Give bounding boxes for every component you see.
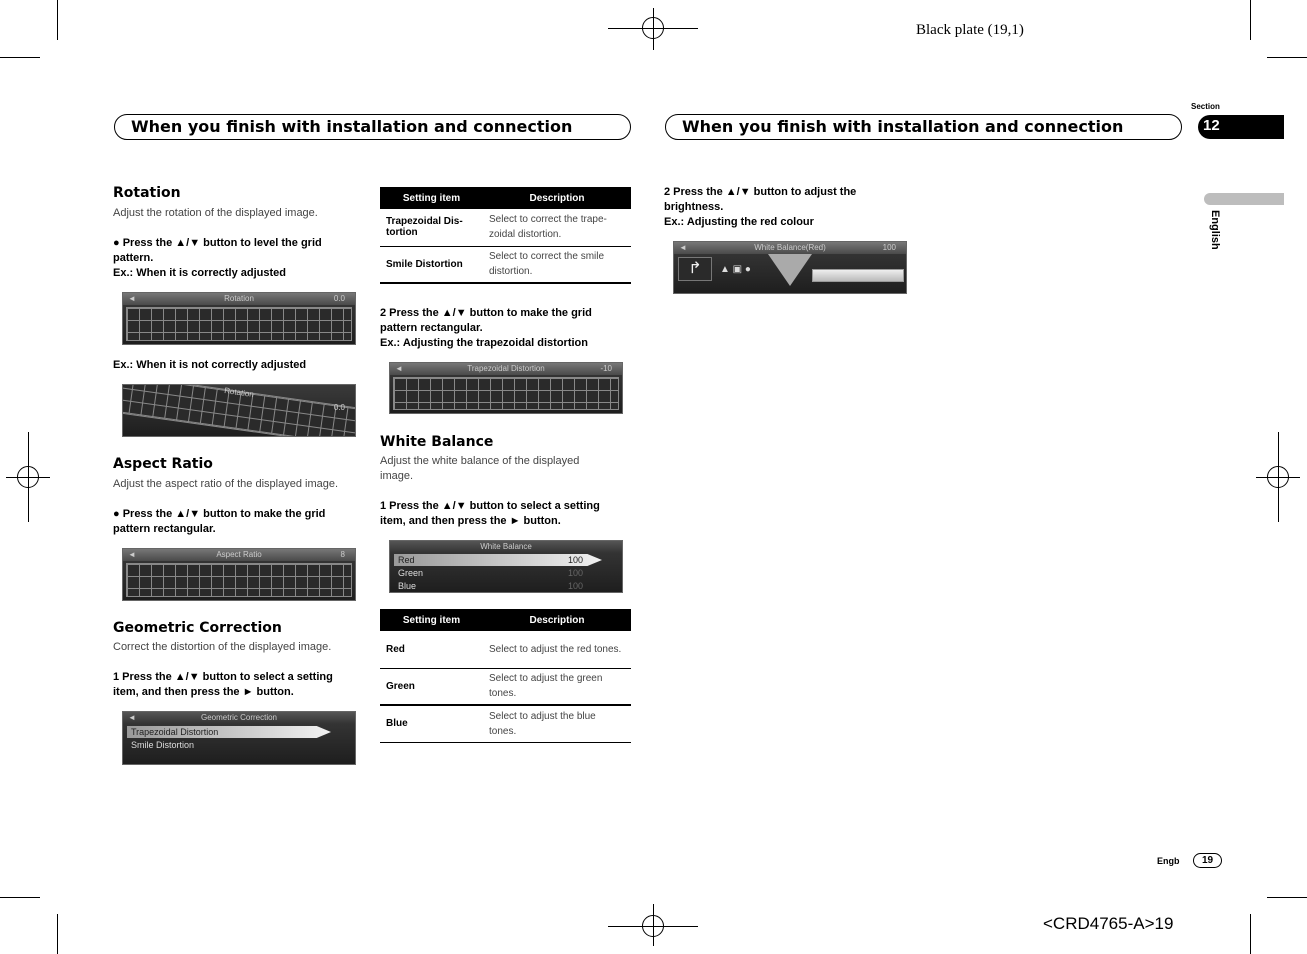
section-number: 12 (1203, 117, 1220, 134)
screen-value: 100 (882, 243, 896, 252)
menu-item-blue: Blue (398, 581, 417, 591)
plate-label: Black plate (19,1) (916, 22, 1024, 38)
crop-mark (1250, 914, 1251, 954)
rotation-screen-correct (122, 292, 356, 345)
white-balance-screen (389, 540, 623, 593)
page-locale: Engb (1157, 856, 1180, 866)
table-cell-desc: Select to adjust the green tones. (483, 668, 631, 705)
crop-mark (57, 0, 58, 40)
screen-value: 0.0 (333, 403, 345, 412)
status-icons: ▲ ▣ ● (720, 264, 751, 275)
screen-title: Trapezoidal Distortion (467, 364, 545, 373)
geometric-desc: Correct the distortion of the displayed image. (113, 641, 332, 653)
screen-title: Rotation (224, 294, 254, 303)
section-label: Section (1191, 102, 1220, 111)
aspect-title: Aspect Ratio (113, 456, 213, 472)
header-left: When you finish with installation and connection (114, 114, 631, 140)
back-arrow-icon: ◄ (128, 294, 136, 303)
menu-item-red: Red (398, 555, 415, 565)
language-label: English (1209, 210, 1221, 250)
registration-circle (1267, 466, 1289, 488)
table-cell-desc: Select to adjust the red tones. (483, 631, 631, 668)
road-triangle (768, 254, 812, 286)
geometric-step-2: 2 Press the ▲/▼ button to make the grid pattern rectangular. (380, 307, 592, 334)
table-cell-desc: Select to correct the trape-zoidal distortion. (483, 209, 631, 246)
crop-mark (57, 914, 58, 954)
back-arrow-icon: ◄ (679, 243, 687, 252)
rotation-example-1: Ex.: When it is correctly adjusted (113, 267, 286, 279)
page-number: 19 (1193, 853, 1222, 868)
table-header-description: Description (483, 609, 631, 631)
table-row (380, 209, 631, 246)
rotation-screen-incorrect (122, 384, 356, 437)
white-balance-red-screen (673, 241, 907, 294)
grid-pattern (126, 563, 352, 597)
footer-code: <CRD4765-A>19 (1043, 914, 1174, 933)
rotation-example-2: Ex.: When it is not correctly adjusted (113, 359, 307, 371)
menu-value-blue: 100 (568, 581, 584, 591)
table-header-description: Description (483, 187, 631, 209)
white-balance-step-2: 2 Press the ▲/▼ button to adjust the brightness. (664, 186, 857, 213)
geometric-title: Geometric Correction (113, 620, 282, 636)
table-row (380, 631, 631, 668)
table-header-item: Setting item (380, 187, 483, 209)
table-cell-item: Trapezoidal Dis-tortion (380, 209, 483, 246)
grid-pattern (393, 377, 619, 410)
screen-title: White Balance (480, 542, 532, 551)
crop-mark (1267, 897, 1307, 898)
screen-value: 0.0 (333, 294, 345, 303)
white-balance-title: White Balance (380, 434, 494, 450)
grid-pattern (126, 307, 352, 341)
table-cell-desc: Select to adjust the blue tones. (483, 705, 631, 742)
table-row (380, 705, 631, 742)
white-balance-example: Ex.: Adjusting the red colour (664, 216, 814, 228)
white-balance-step-1: 1 Press the ▲/▼ button to select a setting item, and then press the ► button. (380, 500, 600, 527)
screen-title: Rotation (223, 385, 255, 400)
header-right: When you finish with installation and connection (665, 114, 1182, 140)
geometric-step-1: 1 Press the ▲/▼ button to select a setting item, and then press the ► button. (113, 671, 333, 698)
screen-value: -10 (600, 364, 612, 373)
back-arrow-icon: ◄ (395, 364, 403, 373)
white-balance-desc: Adjust the white balance of the displayed image. (380, 455, 580, 482)
geometric-screen (122, 711, 356, 765)
registration-circle (642, 17, 664, 39)
crop-mark (1250, 0, 1251, 40)
table-cell-desc: Select to correct the smile distortion. (483, 246, 631, 283)
crop-mark (1267, 57, 1307, 58)
table-cell-item: Blue (380, 705, 483, 742)
white-balance-table (380, 609, 631, 743)
trapezoid-screen (389, 362, 623, 414)
registration-circle (17, 466, 39, 488)
menu-item-smile: Smile Distortion (131, 740, 195, 750)
table-row (380, 246, 631, 283)
crop-mark (0, 897, 40, 898)
menu-item-trapezoidal: Trapezoidal Distortion (131, 727, 219, 737)
turn-arrow-icon: ↱ (678, 257, 712, 281)
geometric-example: Ex.: Adjusting the trapezoidal distortion (380, 337, 588, 349)
rotation-step: ● Press the ▲/▼ button to level the grid pattern. (113, 237, 322, 264)
table-header-item: Setting item (380, 609, 483, 631)
table-cell-item: Green (380, 668, 483, 705)
registration-circle (642, 915, 664, 937)
aspect-screen (122, 548, 356, 601)
aspect-step: ● Press the ▲/▼ button to make the grid pattern rectangular. (113, 508, 326, 535)
rotation-desc: Adjust the rotation of the displayed image. (113, 207, 318, 219)
screen-title: Aspect Ratio (216, 550, 262, 559)
table-row (380, 668, 631, 705)
table-cell-item: Red (380, 631, 483, 668)
aspect-desc: Adjust the aspect ratio of the displayed image. (113, 478, 339, 490)
menu-value-green: 100 (568, 568, 584, 578)
screen-title: White Balance(Red) (754, 243, 826, 252)
back-arrow-icon: ◄ (128, 713, 136, 722)
back-arrow-icon: ◄ (128, 550, 136, 559)
geometric-settings-table (380, 187, 631, 284)
info-bar (812, 269, 904, 282)
menu-value-red: 100 (568, 555, 584, 565)
crop-mark (0, 57, 40, 58)
menu-item-green: Green (398, 568, 424, 578)
language-tab (1204, 193, 1284, 205)
screen-title: Geometric Correction (200, 713, 278, 722)
rotation-title: Rotation (113, 185, 181, 201)
table-cell-item: Smile Distortion (380, 246, 483, 283)
screen-value: 8 (340, 550, 345, 559)
